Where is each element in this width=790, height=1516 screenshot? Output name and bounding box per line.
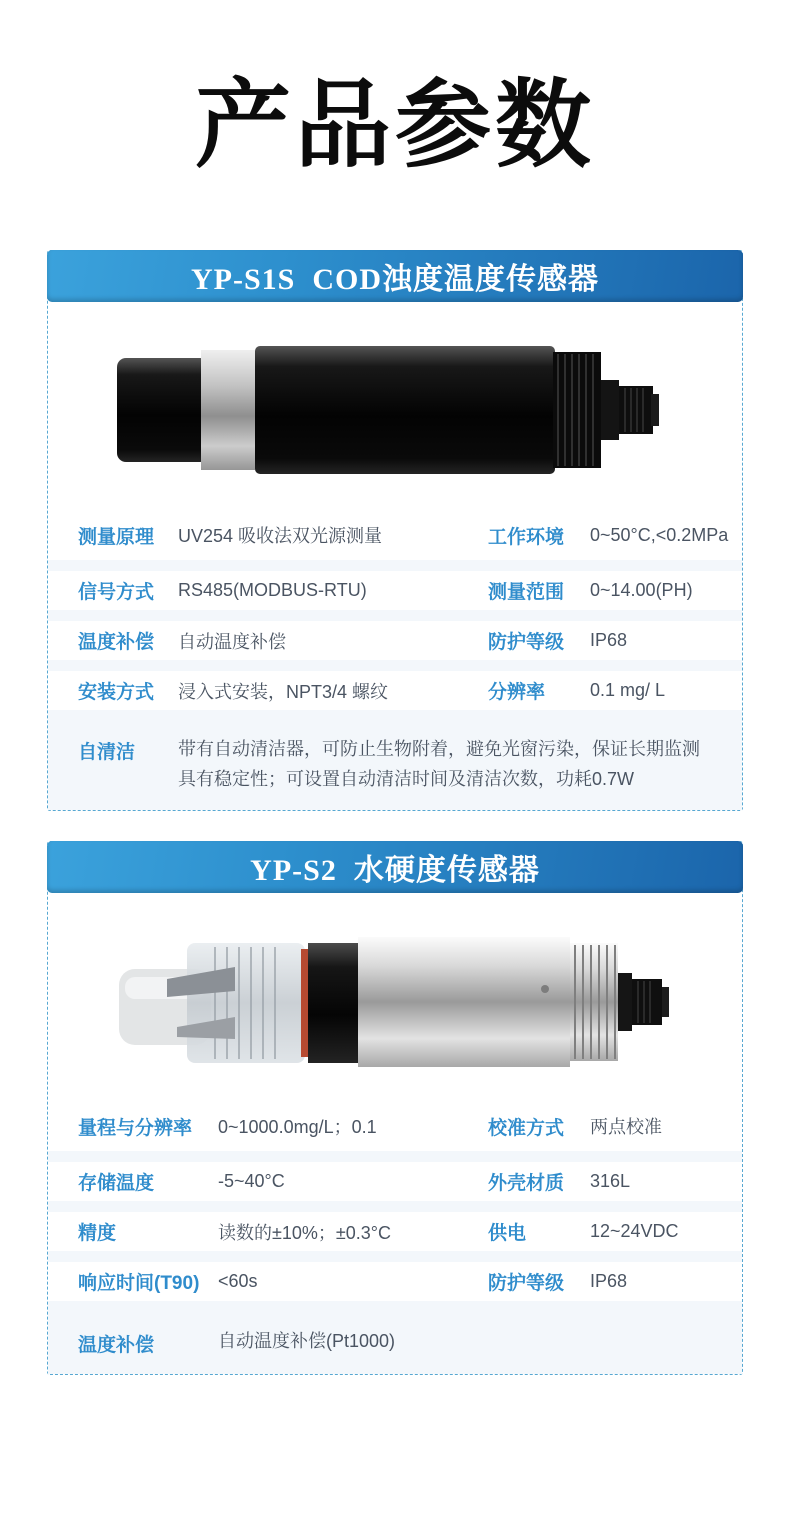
spec-value: 自动温度补偿 <box>178 631 286 652</box>
spec-label: 安装方式 <box>78 682 155 703</box>
spec-label: 外壳材质 <box>488 1173 565 1195</box>
spec-value: IP68 <box>590 1271 628 1292</box>
product-card-yp-s2 <box>47 841 743 1375</box>
spec-label: 测量原理 <box>78 526 155 548</box>
cod-turbidity-temperature-sensor-image <box>48 302 742 510</box>
spec-label: 存储温度 <box>78 1173 155 1195</box>
spec-label: 工作环境 <box>488 526 565 548</box>
spec-value: IP68 <box>590 630 628 650</box>
spec-value: 0~14.00(PH) <box>590 580 693 600</box>
spec-label: 校准方式 <box>488 1117 565 1139</box>
spec-value: 316L <box>590 1171 631 1192</box>
spec-row <box>48 1151 742 1201</box>
spec-label: 精度 <box>78 1223 117 1245</box>
spec-value: 12~24VDC <box>590 1221 679 1242</box>
spec-value: 浸入式安装，NPT3/4 螺纹 <box>178 681 389 702</box>
spec-row <box>48 1251 742 1301</box>
spec-table-yp-s1s <box>48 510 742 810</box>
spec-note-row <box>48 1301 742 1374</box>
spec-label: 信号方式 <box>78 582 155 603</box>
spec-label: 防护等级 <box>488 632 565 653</box>
card-title: YP-S2 水硬度传感器 <box>250 854 540 888</box>
spec-row <box>48 510 742 560</box>
spec-label: 供电 <box>488 1223 527 1245</box>
spec-table-yp-s2 <box>48 1101 742 1374</box>
product-card-yp-s1s <box>47 250 743 811</box>
water-hardness-sensor-image <box>48 893 742 1101</box>
spec-value: 0~50°C,<0.2MPa <box>590 524 729 545</box>
spec-value: -5~40°C <box>218 1171 285 1192</box>
spec-label: 温度补偿 <box>78 632 155 653</box>
card-header-yp-s2 <box>47 841 743 893</box>
spec-label: 温度补偿 <box>78 1334 155 1356</box>
spec-row <box>48 1101 742 1151</box>
spec-label: 测量范围 <box>488 582 565 603</box>
spec-label: 防护等级 <box>488 1273 565 1295</box>
spec-value: 两点校准 <box>590 1117 662 1138</box>
spec-note-value: 带有自动清洁器，可防止生物附着，避免光窗污染，保证长期监测具有稳定性；可设置自动清洁时间及清洁次数，功耗0.7W <box>178 739 700 789</box>
spec-row <box>48 1201 742 1251</box>
spec-value: <60s <box>218 1271 258 1292</box>
hardness-sensor-illustration <box>106 927 684 1077</box>
spec-label: 量程与分辨率 <box>78 1117 193 1139</box>
spec-label: 分辨率 <box>488 682 546 703</box>
spec-row <box>48 610 742 660</box>
spec-label: 响应时间(T90) <box>78 1273 200 1295</box>
spec-note-value: 自动温度补偿(Pt1000) <box>218 1331 396 1352</box>
card-header-yp-s1s <box>47 250 743 302</box>
spec-value: UV254 吸收法双光源测量 <box>178 526 383 546</box>
card-title: YP-S1S COD浊度温度传感器 <box>190 263 599 296</box>
spec-row <box>48 560 742 610</box>
spec-value: 0.1 mg/ L <box>590 680 666 700</box>
page-title: 产品参数 <box>195 72 595 179</box>
cod-sensor-illustration <box>106 336 684 486</box>
spec-value: 读数的±10%；±0.3°C <box>218 1222 392 1243</box>
spec-value: RS485(MODBUS-RTU) <box>178 580 367 600</box>
spec-note-row <box>48 710 742 810</box>
spec-label: 自清洁 <box>78 742 136 763</box>
spec-row <box>48 660 742 710</box>
spec-value: 0~1000.0mg/L；0.1 <box>218 1117 377 1138</box>
